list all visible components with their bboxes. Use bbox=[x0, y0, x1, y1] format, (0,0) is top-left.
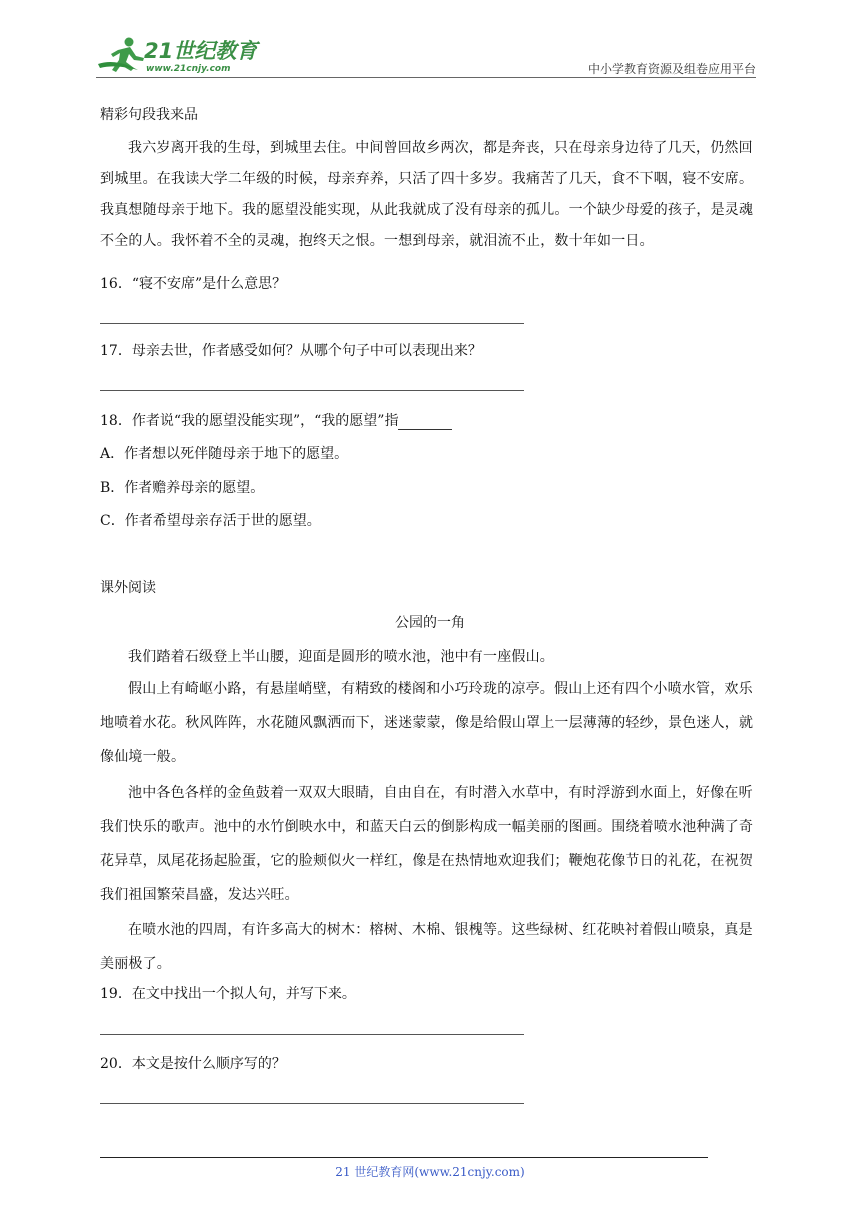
logo-url: www.21cnjy.com bbox=[146, 64, 231, 74]
header-divider bbox=[96, 77, 756, 78]
passage-1: 我六岁离开我的生母，到城里去住。中间曾回故乡两次，都是奔丧，只在母亲身边待了几天，仍然回到城里。在我读大学二年级的时候，母亲弃养，只活了四十多岁。我痛苦了几天，食不下咽，寝不安席。我真想随母亲于地下。我的愿望没能实现，从此我就成了没有母亲的孤儿。一个缺少母爱的孩子，是灵魂不全的人。我怀着不全的灵魂，抱终天之恨。一想到母亲，就泪流不止，数十年如一日。 bbox=[100, 140, 754, 249]
section-heading-2: 课外阅读 bbox=[100, 580, 156, 596]
option-c: C．作者希望母亲存活于世的愿望。 bbox=[100, 513, 321, 529]
footer-text: 21 世纪教育网(www.21cnjy.com) bbox=[335, 1165, 525, 1179]
article-paragraph-1: 我们踏着石级登上半山腰，迎面是圆形的喷水池，池中有一座假山。 bbox=[128, 649, 554, 665]
page-header bbox=[96, 30, 756, 78]
site-logo bbox=[96, 34, 266, 76]
answer-line-17[interactable] bbox=[100, 390, 524, 391]
question-18-text: 18．作者说“我的愿望没能实现”，“我的愿望”指 bbox=[100, 413, 399, 429]
article-paragraph-4: 在喷水池的四周，有许多高大的树木：榕树、木棉、银槐等。这些绿树、红花映衬着假山喷泉，真是美丽极了。 bbox=[100, 922, 753, 972]
question-17: 17．母亲去世，作者感受如何？从哪个句子中可以表现出来？ bbox=[100, 343, 482, 359]
article-paragraph-2: 假山上有崎岖小路，有悬崖峭壁，有精致的楼阁和小巧玲珑的凉亭。假山上还有四个小喷水管，欢乐地喷着水花。秋风阵阵，水花随风飘洒而下，迷迷蒙蒙，像是给假山罩上一层薄薄的轻纱，景色迷人，就像仙境一般。 bbox=[100, 681, 754, 765]
answer-blank-18[interactable] bbox=[398, 415, 452, 430]
question-20: 20．本文是按什么顺序写的？ bbox=[100, 1056, 286, 1072]
article-paragraph-3: 池中各色各样的金鱼鼓着一双双大眼睛，自由自在，有时潜入水草中，有时浮游到水面上，好像在听我们快乐的歌声。池中的水竹倒映水中，和蓝天白云的倒影构成一幅美丽的图画。围绕着喷水池种满了奇花异草，凤尾花扬起脸蛋，它的脸颊似火一样红，像是在热情地欢迎我们；鞭炮花像节日的礼花，在祝贺我们祖国繁荣昌盛，发达兴旺。 bbox=[100, 785, 754, 903]
answer-line-16[interactable] bbox=[100, 323, 524, 324]
section-heading: 精彩句段我来品 bbox=[100, 107, 198, 123]
footer-divider bbox=[100, 1157, 708, 1158]
article-title: 公园的一角 bbox=[395, 615, 465, 631]
question-19: 19．在文中找出一个拟人句，并写下来。 bbox=[100, 986, 356, 1002]
option-a: A．作者想以死伴随母亲于地下的愿望。 bbox=[100, 446, 349, 462]
answer-line-20[interactable] bbox=[100, 1103, 524, 1104]
platform-name: 中小学教育资源及组卷应用平台 bbox=[587, 62, 756, 76]
logo-text: 21世纪教育 bbox=[144, 39, 258, 63]
answer-line-19[interactable] bbox=[100, 1034, 524, 1035]
option-b: B．作者赡养母亲的愿望。 bbox=[100, 480, 265, 496]
question-16: 16．“寝不安席”是什么意思？ bbox=[100, 276, 287, 292]
question-18 bbox=[100, 410, 452, 430]
